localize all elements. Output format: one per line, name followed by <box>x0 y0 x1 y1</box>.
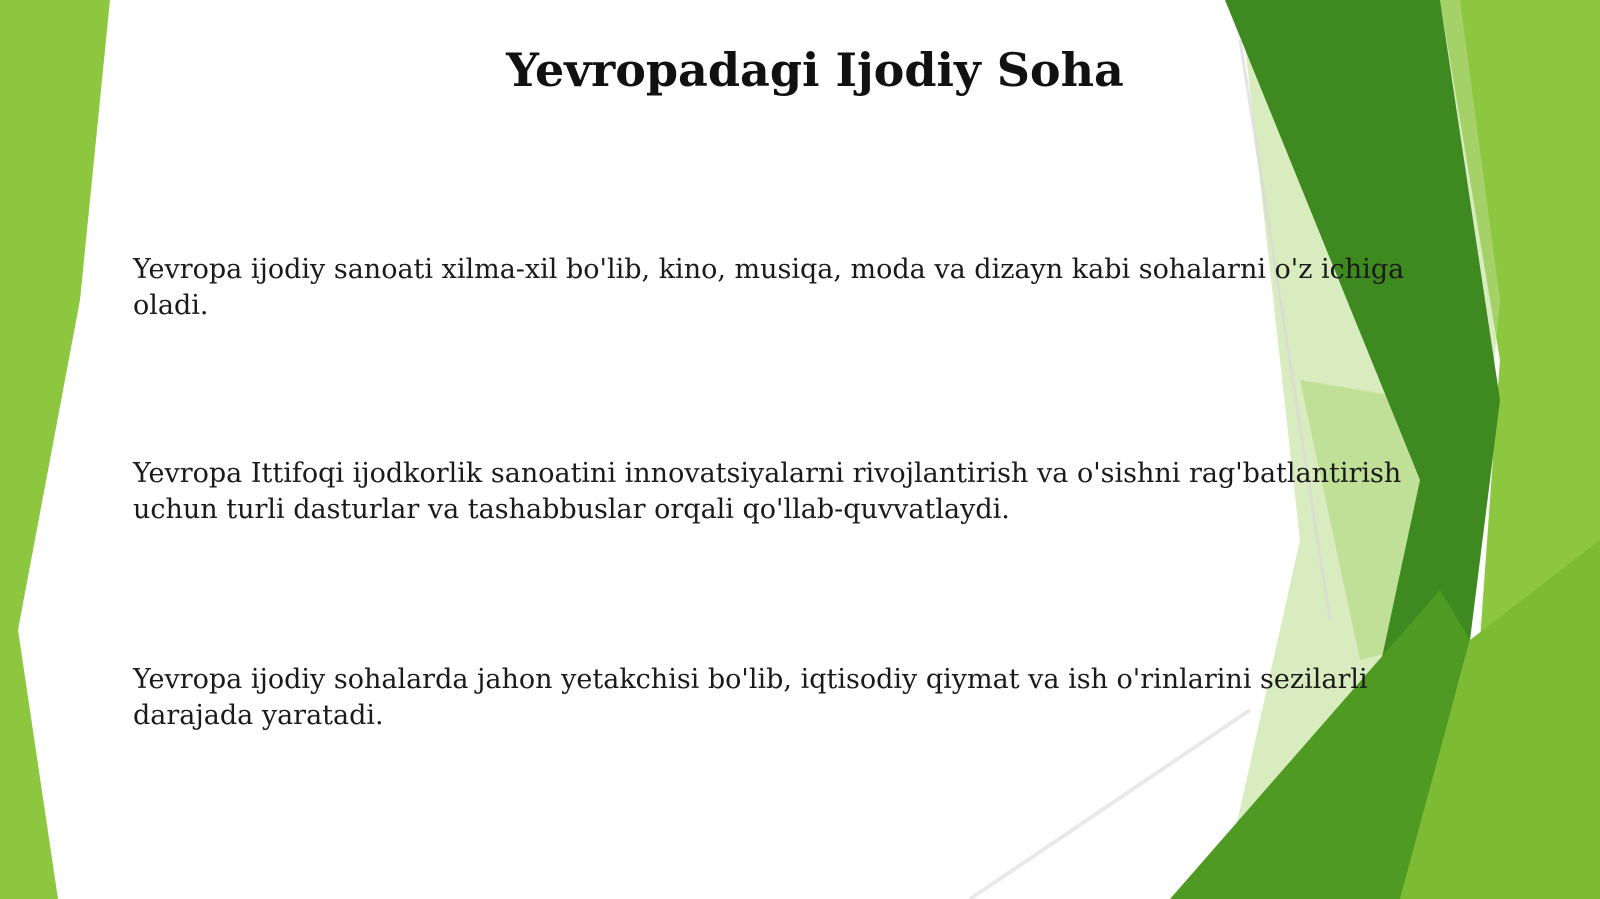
paragraph-3: Yevropa ijodiy sohalarda jahon yetakchisi bo'lib, iqtisodiy qiymat va ish o'rinlarini sezilarli darajada yaratadi. <box>133 664 1368 731</box>
paragraph-1: Yevropa ijodiy sanoati xilma-xil bo'lib, kino, musiqa, moda va dizayn kabi sohalarni o'z ichiga oladi. <box>133 254 1405 321</box>
paragraph-2: Yevropa Ittifoqi ijodkorlik sanoatini innovatsiyalarni rivojlantirish va o'sishni rag'batlantirish uchun turli dasturlar va tashabbuslar orqali qo'llab-quvvatlaydi. <box>133 458 1402 525</box>
slide-title: Yevropadagi Ijodiy Soha <box>506 43 1124 97</box>
left-green-band <box>0 0 110 899</box>
